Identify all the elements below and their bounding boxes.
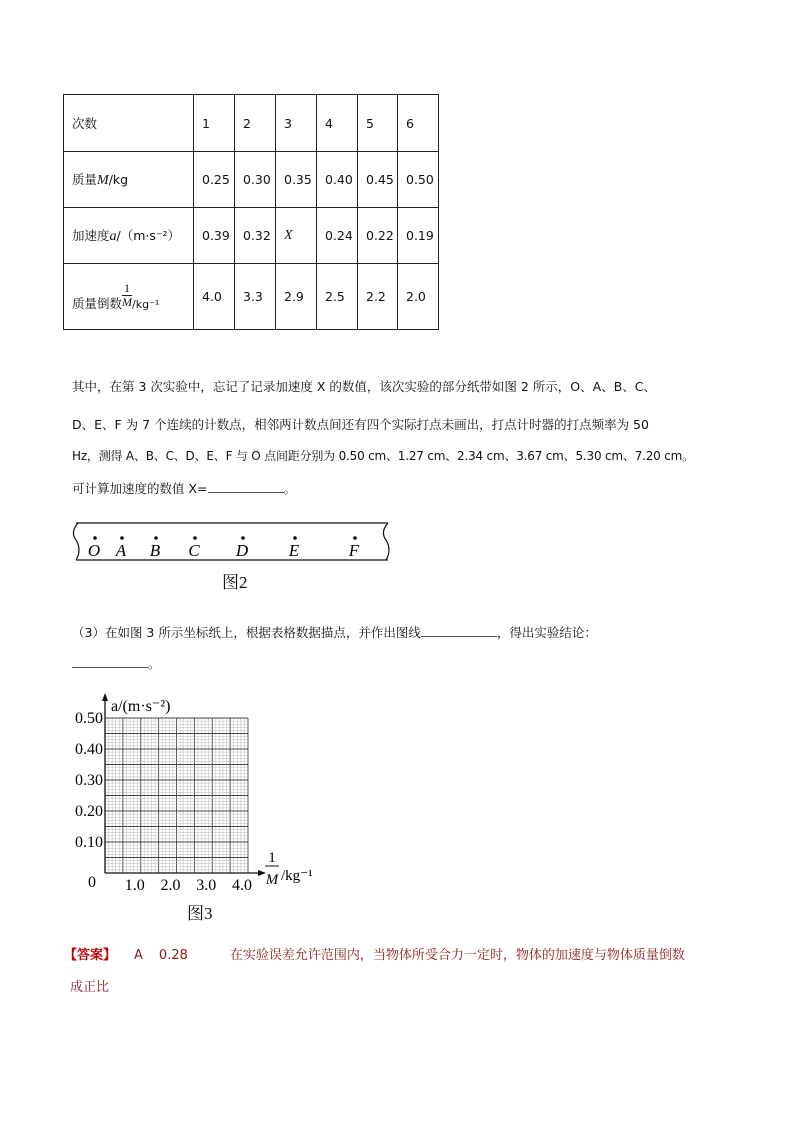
row-header: 质量M/kg	[64, 152, 194, 208]
tape-dot	[193, 536, 197, 540]
paper-tape-figure	[70, 520, 400, 570]
table-cell: 0.50	[398, 152, 439, 208]
x-tick-label: 3.0	[196, 877, 217, 890]
x-tick-label: 1.0	[124, 877, 145, 890]
y-tick-label: 0.50	[75, 710, 103, 727]
paragraph-line-4	[72, 479, 296, 497]
tape-dot	[154, 536, 158, 540]
tape-point-label: E	[288, 541, 300, 560]
question-3-line-2	[72, 654, 161, 672]
answer-line-1	[64, 944, 685, 963]
tape-dot	[241, 536, 245, 540]
table-row	[64, 264, 439, 330]
tape-point-label: F	[348, 541, 360, 560]
period: 。	[283, 481, 297, 496]
x-label-denominator: M	[265, 872, 279, 888]
table-cell: 2.2	[358, 264, 398, 330]
y-axis-label: a/(m·s⁻²)	[111, 698, 171, 715]
row-header: 加速度a/（m·s⁻²）	[64, 208, 194, 264]
table-cell: 3.3	[235, 264, 276, 330]
y-tick-label: 0.40	[75, 741, 103, 758]
origin-label: 0	[88, 874, 96, 890]
figure-3-caption: 图3	[187, 904, 213, 923]
answer-blank-x[interactable]	[208, 492, 284, 493]
table-cell: X	[276, 208, 317, 264]
x-label-unit: /kg⁻¹	[281, 868, 313, 884]
y-tick-label: 0.30	[75, 772, 103, 789]
y-tick-label: 0.10	[75, 834, 103, 851]
table-cell: 4.0	[194, 264, 235, 330]
tape-point-label: O	[87, 541, 101, 560]
table-cell: 0.32	[235, 208, 276, 264]
answer-2: 0.28	[158, 948, 188, 963]
question-text: 可计算加速度的数值 X=	[72, 481, 208, 496]
question-3-text-tail: ，得出实验结论：	[496, 625, 597, 640]
tape-dot	[120, 536, 124, 540]
table-cell: 6	[398, 95, 439, 152]
table-row	[64, 208, 439, 264]
tape-dot	[93, 536, 97, 540]
table-cell: 0.40	[317, 152, 358, 208]
table-row	[64, 152, 439, 208]
table-cell: 0.39	[194, 208, 235, 264]
table-cell: 1	[194, 95, 235, 152]
table-cell: 2	[235, 95, 276, 152]
table-cell: 2.0	[398, 264, 439, 330]
answer-line-2: 成正比	[70, 980, 110, 995]
figure-2-caption: 图2	[222, 573, 248, 592]
tape-point-label: C	[188, 541, 200, 560]
answer-3: 在实验误差允许范围内，当物体所受合力一定时，物体的加速度与物体质量倒数	[229, 948, 685, 963]
table-cell: 0.19	[398, 208, 439, 264]
table-cell: 2.9	[276, 264, 317, 330]
table-cell: 5	[358, 95, 398, 152]
y-axis-arrow-icon	[102, 693, 108, 701]
table-cell: 0.30	[235, 152, 276, 208]
table-cell: 0.45	[358, 152, 398, 208]
answer-1: A	[134, 948, 143, 963]
tape-point-label: B	[149, 541, 161, 560]
x-tick-label: 2.0	[160, 877, 181, 890]
paragraph-line-1: 其中，在第 3 次实验中，忘记了记录加速度 X 的数值，该次实验的部分纸带如图 2 所示，O、A、B、C、	[72, 379, 657, 394]
table-row	[64, 95, 439, 152]
table-cell: 3	[276, 95, 317, 152]
tape-dot	[293, 536, 297, 540]
answer-blank-graph[interactable]	[421, 636, 497, 637]
paragraph-line-2: D、E、F 为 7 个连续的计数点，相邻两计数点间还有四个实际打点未画出，打点计时器的打点频率为 50	[72, 417, 649, 432]
table-cell: 0.24	[317, 208, 358, 264]
table-cell: 4	[317, 95, 358, 152]
graph-paper-figure	[60, 690, 330, 890]
answer-blank-conclusion[interactable]	[72, 667, 148, 668]
x-tick-label: 4.0	[232, 877, 252, 890]
row-header: 次数	[64, 95, 194, 152]
table-cell: 2.5	[317, 264, 358, 330]
answer-tag: 【答案】	[64, 948, 117, 963]
tape-point-label: D	[235, 541, 249, 560]
table-cell: 0.35	[276, 152, 317, 208]
table-cell: 0.25	[194, 152, 235, 208]
y-tick-label: 0.20	[75, 803, 103, 820]
tape-dot	[353, 536, 357, 540]
question-3-line-1	[72, 623, 597, 641]
data-table	[63, 94, 439, 330]
row-header: 质量倒数 $\frac{1}{M}$ /kg⁻¹	[64, 264, 194, 330]
x-label-numerator: 1	[268, 850, 276, 866]
question-3-text: （3）在如图 3 所示坐标纸上，根据表格数据描点，并作出图线	[72, 625, 421, 640]
period: 。	[148, 656, 161, 671]
tape-point-label: A	[115, 541, 127, 560]
table-cell: 0.22	[358, 208, 398, 264]
paragraph-line-3: Hz，测得 A、B、C、D、E、F 与 O 点间距分别为 0.50 cm、1.27 cm、2.34 cm、3.67 cm、5.30 cm、7.20 cm。	[72, 449, 694, 463]
